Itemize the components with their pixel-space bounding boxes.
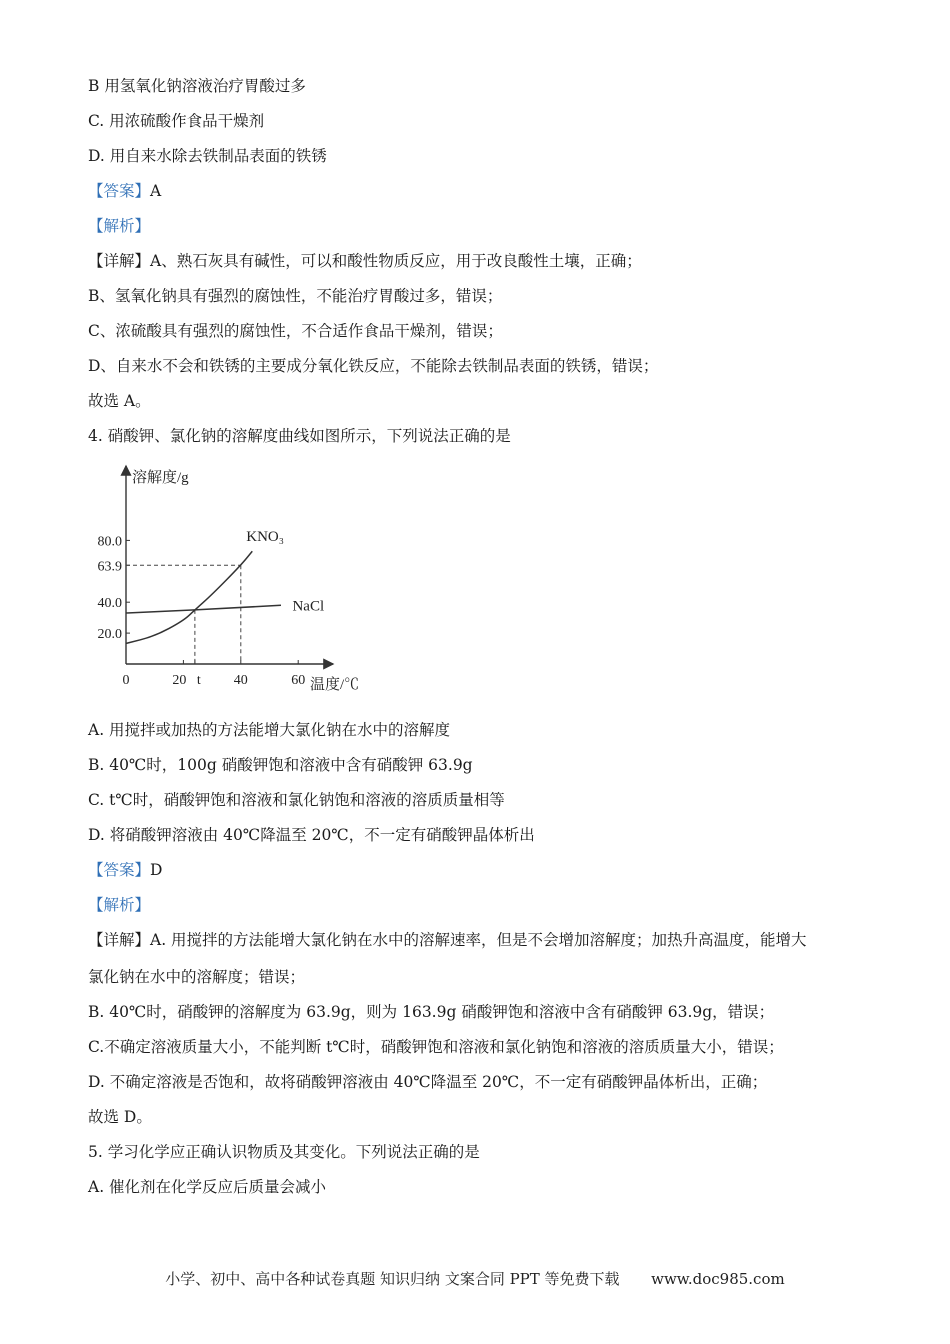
x-tick-label: 0 [122, 673, 130, 688]
option-c-q3: C. 用浓硫酸作食品干燥剂 [88, 112, 265, 130]
conclusion-q3: 故选 A。 [88, 392, 151, 410]
option-d-q4: D. 将硝酸钾溶液由 40℃降温至 20℃，不一定有硝酸钾晶体析出 [88, 826, 535, 844]
x-tick-label: 20 [172, 673, 187, 688]
kno3-label: KNO₃ [246, 529, 285, 546]
x-axis-label: 温度/℃ [310, 677, 360, 693]
y-axis-label: 溶解度/g [132, 470, 189, 486]
option-a-q5: A. 催化剂在化学反应后质量会减小 [88, 1178, 327, 1196]
option-c-q4: C. t℃时，硝酸钾饱和溶液和氯化钠饱和溶液的溶质质量相等 [88, 791, 505, 809]
detail-d-q4: D. 不确定溶液是否饱和，故将硝酸钾溶液由 40℃降温至 20℃，不一定有硝酸钾晶体析出，正确； [88, 1073, 768, 1091]
detail-a-q4-line2: 氯化钠在水中的溶解度；错误； [88, 968, 306, 986]
chart-labels [98, 468, 360, 693]
analysis-tag-q4: 【解析】 [88, 896, 151, 914]
question-4-stem: 4. 硝酸钾、氯化钠的溶解度曲线如图所示，下列说法正确的是 [88, 427, 511, 445]
x-tick-label: 60 [291, 673, 306, 688]
detail-d-q3: D、自来水不会和铁锈的主要成分氧化铁反应，不能除去铁制品表面的铁锈，错误； [88, 357, 659, 375]
question-5-stem: 5. 学习化学应正确认识物质及其变化。下列说法正确的是 [88, 1143, 480, 1161]
option-d-q3: D. 用自来水除去铁制品表面的铁锈 [88, 147, 327, 165]
x-tick-label: t [196, 673, 201, 688]
y-tick-label: 20.0 [97, 627, 122, 643]
y-tick-label: 63.9 [97, 559, 122, 575]
answer-value: D [150, 861, 163, 879]
detail-a-q3: 【详解】A、熟石灰具有碱性，可以和酸性物质反应，用于改良酸性土壤，正确； [88, 252, 642, 270]
nacl-label: NaCl [292, 598, 325, 615]
answer-q3 [88, 181, 161, 201]
y-tick-label: 80.0 [97, 534, 122, 550]
solubility-chart [88, 458, 388, 698]
detail-a-q4-line1: 【详解】A. 用搅拌的方法能增大氯化钠在水中的溶解速率，但是不会增加溶解度；加热升高温度，能增大 [88, 931, 807, 949]
option-a-q4: A. 用搅拌或加热的方法能增大氯化钠在水中的溶解度 [88, 721, 451, 739]
footer-text: 小学、初中、高中各种试卷真题 知识归纳 文案合同 PPT 等免费下载 [165, 1270, 620, 1288]
detail-b-q3: B、氢氧化钠具有强烈的腐蚀性，不能治疗胃酸过多，错误； [88, 287, 503, 305]
detail-b-q4: B. 40℃时，硝酸钾的溶解度为 63.9g，则为 163.9g 硝酸钾饱和溶液中含有硝酸钾 63.9g，错误； [88, 1003, 775, 1021]
detail-c-q3: C、浓硫酸具有强烈的腐蚀性，不合适作食品干燥剂，错误； [88, 322, 503, 340]
chart-guides [126, 565, 241, 664]
detail-c-q4: C.不确定溶液质量大小，不能判断 t℃时，硝酸钾饱和溶液和氯化钠饱和溶液的溶质质量大小，错误； [88, 1038, 784, 1056]
footer-site: www.doc985.com [651, 1270, 785, 1288]
nacl-curve [126, 605, 281, 613]
option-b-q4: B. 40℃时，100g 硝酸钾饱和溶液中含有硝酸钾 63.9g [88, 756, 473, 774]
answer-value: A [150, 182, 162, 200]
page-footer [0, 1268, 950, 1289]
answer-q4 [88, 860, 162, 880]
analysis-tag-q3: 【解析】 [88, 217, 151, 235]
answer-tag: 【答案】 [88, 861, 151, 879]
x-tick-label: 40 [233, 673, 248, 688]
option-b-q3: B 用氢氧化钠溶液治疗胃酸过多 [88, 77, 306, 95]
y-tick-label: 40.0 [97, 596, 122, 612]
conclusion-q4: 故选 D。 [88, 1108, 152, 1126]
answer-tag: 【答案】 [88, 182, 151, 200]
